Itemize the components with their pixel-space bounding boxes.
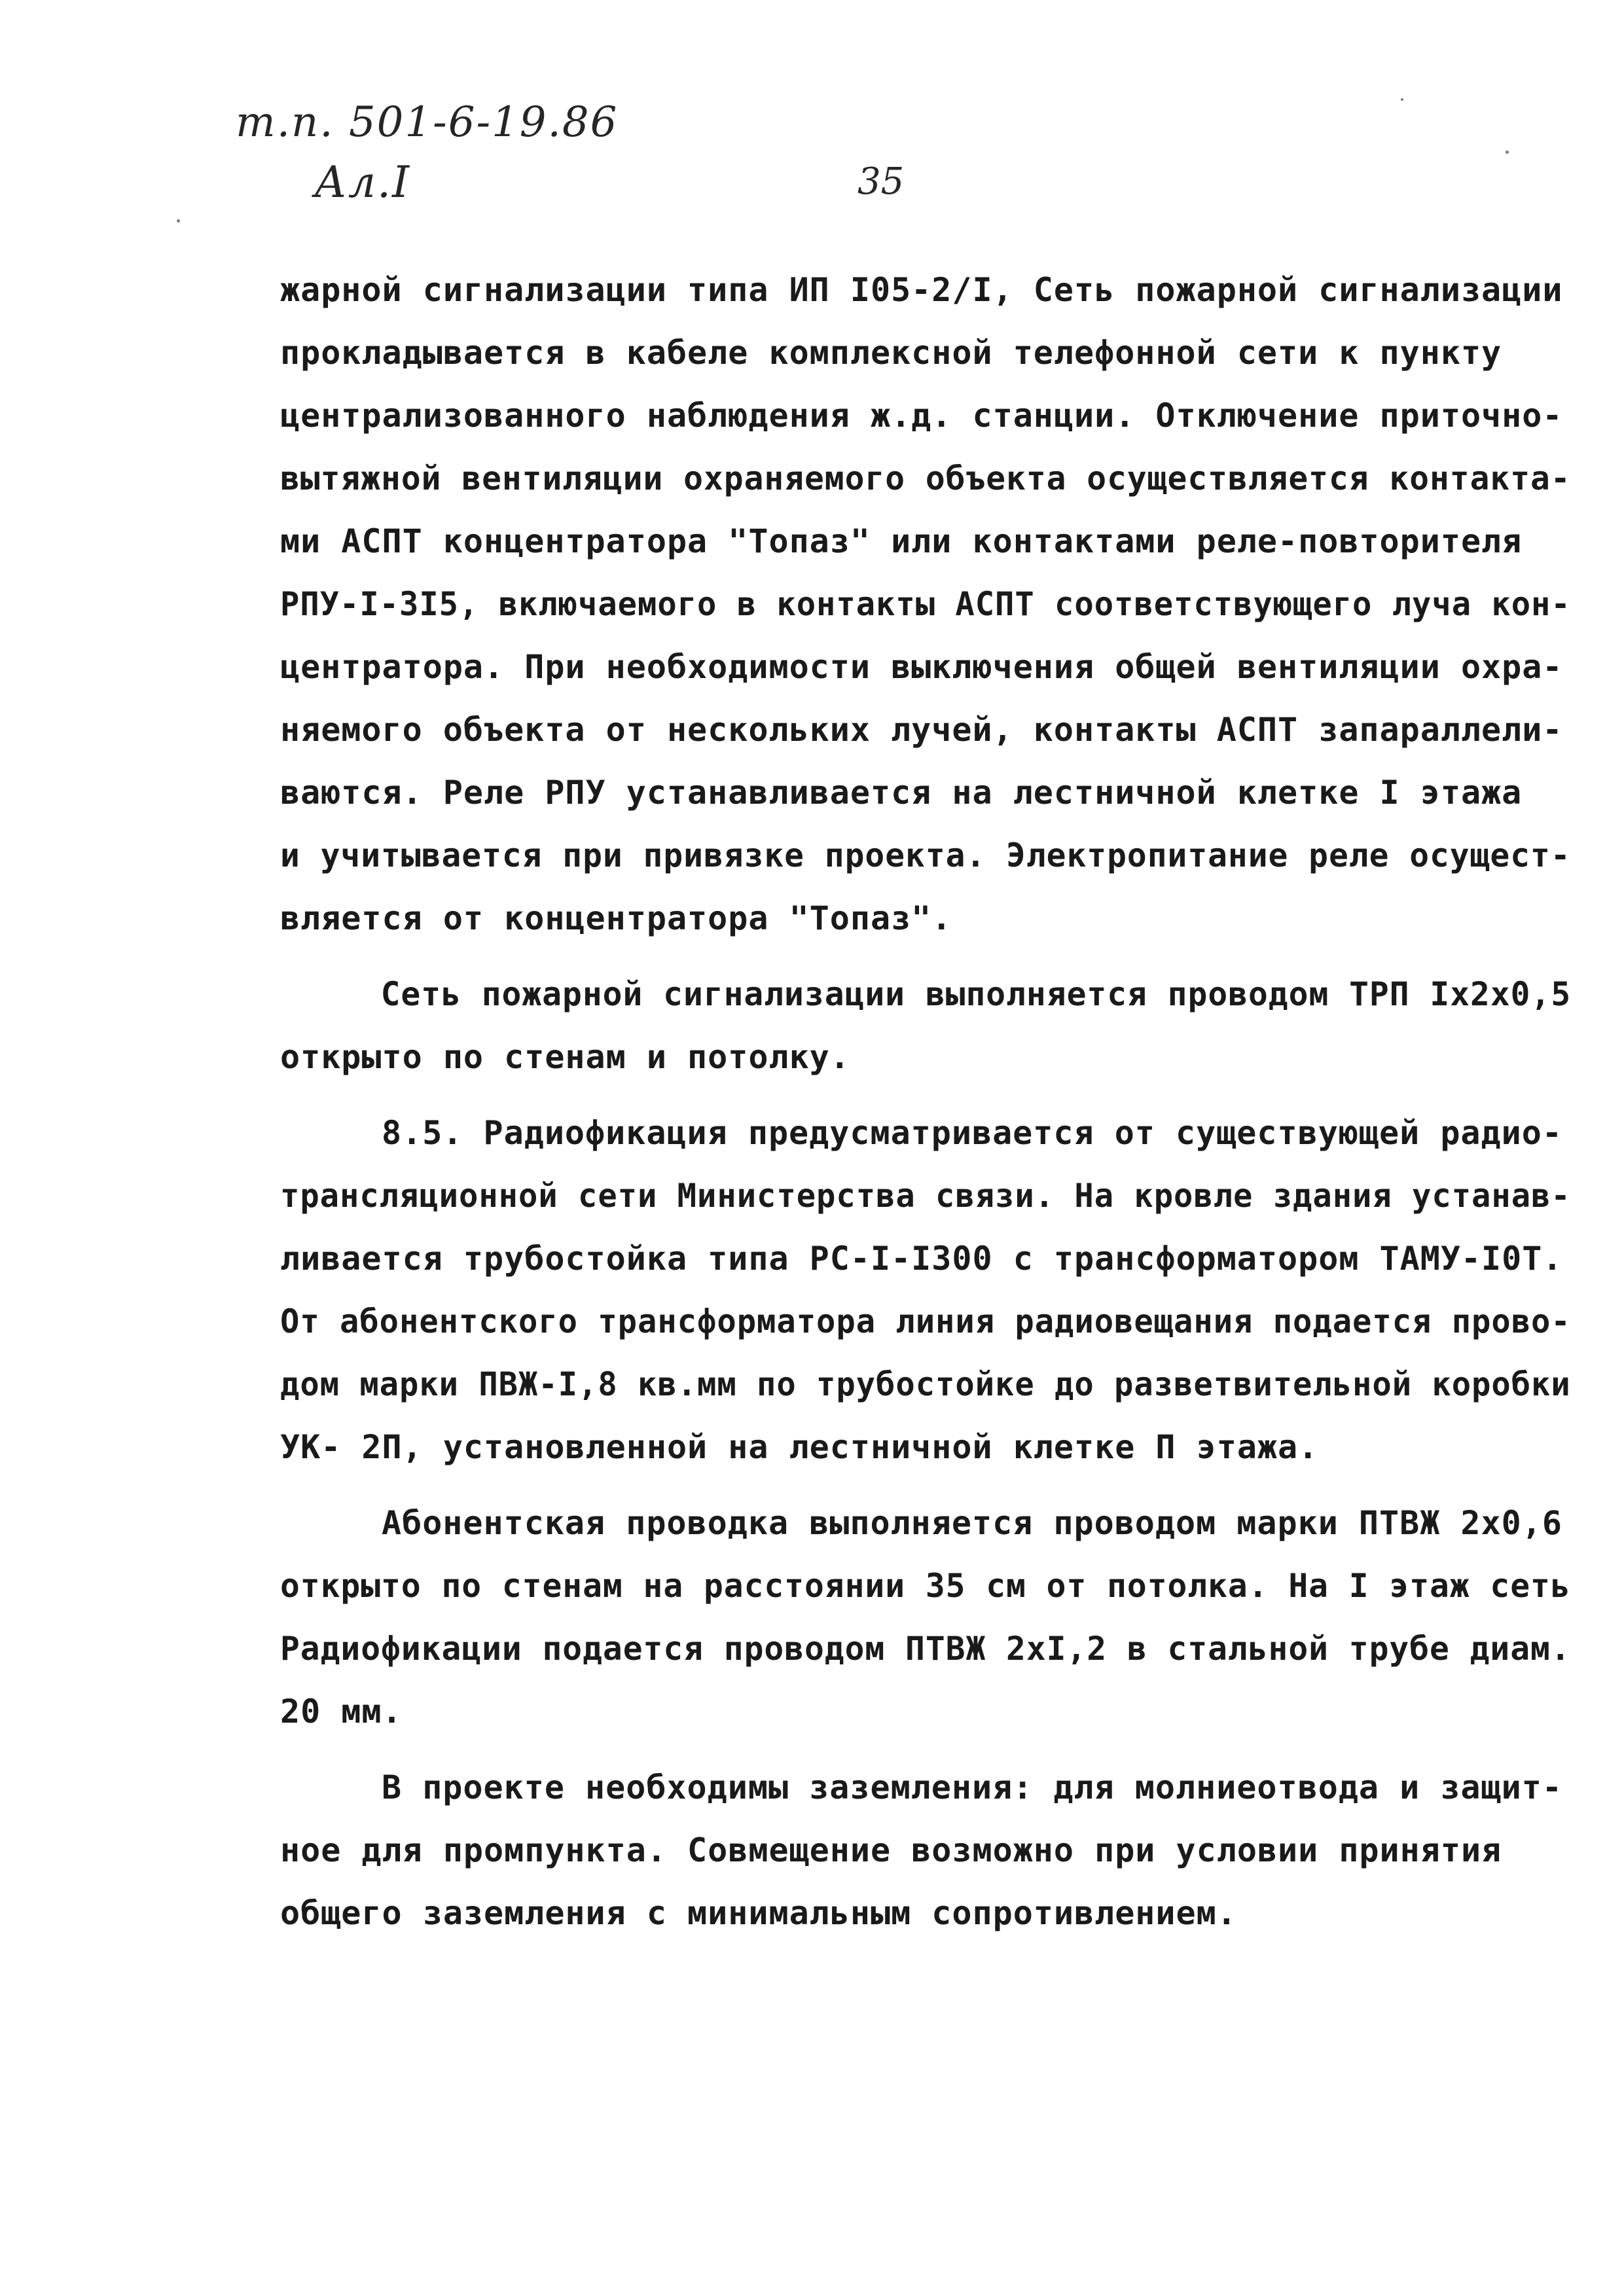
text-line: ливается трубостойка типа РС-I-I300 с трансформатором ТАМУ-I0Т. (280, 1240, 1563, 1278)
text-line: жарной сигнализации типа ИП I05-2/I, Сеть пожарной сигнализации (280, 271, 1563, 309)
scan-speck (1401, 98, 1403, 101)
text-line: Сеть пожарной сигнализации выполняется проводом ТРП Iх2х0,5 (380, 975, 1572, 1013)
text-line: УК- 2П, установленной на лестничной клетке П этажа. (280, 1428, 1319, 1466)
paragraph (280, 259, 1571, 950)
text-line: открыто по стенам на расстоянии 35 см от потолка. На I этаж сеть (280, 1567, 1571, 1605)
text-line: вытяжной вентиляции охраняемого объекта осуществляется контакта- (280, 459, 1571, 497)
text-line: вляется от концентратора "Топаз". (280, 899, 952, 937)
paragraph (280, 1756, 1563, 1945)
text-line: и учитывается при привязке проекта. Электропитание реле осущест- (280, 836, 1571, 874)
text-line: трансляционной сети Министерства связи. На кровле здания устанав- (280, 1177, 1571, 1215)
paragraph (280, 1492, 1571, 1743)
paragraph (280, 963, 1572, 1088)
text-line: открыто по стенам и потолку. (280, 1038, 850, 1076)
document-code: т.п. 501-6-19.86 (236, 98, 619, 147)
body-text (280, 259, 1572, 1958)
text-line: В проекте необходимы заземления: для молниеотвода и защит- (382, 1768, 1562, 1806)
sheet-label: Ал.I (314, 157, 411, 207)
paragraph (280, 1102, 1571, 1479)
text-line: ми АСПТ концентратора "Топаз" или контактами реле-повторителя (280, 522, 1523, 560)
scan-speck (1506, 151, 1509, 154)
text-line: ваются. Реле РПУ устанавливается на лестничной клетке I этажа (280, 774, 1523, 812)
text-line: централизованного наблюдения ж.д. станции. Отключение приточно- (280, 397, 1563, 435)
text-line: 8.5. Радиофикация предусматривается от существующей радио- (382, 1114, 1562, 1152)
text-line: няемого объекта от нескольких лучей, контакты АСПТ запараллели- (280, 711, 1563, 749)
text-line: 20 мм. (280, 1693, 403, 1731)
text-line: РПУ-I-3I5, включаемого в контакты АСПТ соответствующего луча кон- (280, 585, 1571, 623)
text-line: ное для промпункта. Совмещение возможно при условии принятия (280, 1831, 1502, 1869)
text-line: прокладывается в кабеле комплексной телефонной сети к пункту (280, 334, 1502, 372)
text-line: дом марки ПВЖ-I,8 кв.мм по трубостойке до разветвительной коробки (280, 1365, 1571, 1403)
scan-speck (177, 219, 180, 223)
text-line: общего заземления с минимальным сопротивлением. (280, 1894, 1237, 1932)
text-line: Абонентская проводка выполняется проводом марки ПТВЖ 2х0,6 (382, 1504, 1562, 1542)
text-line: центратора. При необходимости выключения общей вентиляции охра- (280, 648, 1563, 686)
text-line: От абонентского трансформатора линия радиовещания подается прово- (280, 1302, 1571, 1340)
text-line: Радиофикации подается проводом ПТВЖ 2хI,2 в стальной трубе диам. (280, 1630, 1571, 1668)
page-number: 35 (857, 160, 905, 203)
